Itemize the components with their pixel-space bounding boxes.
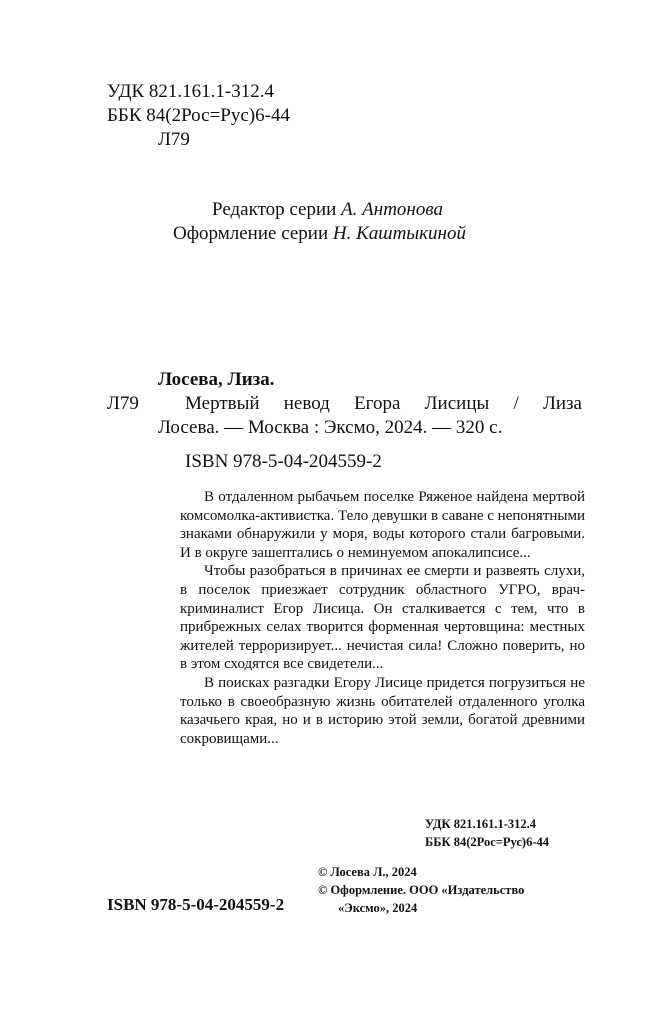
author-mark: Л79 (158, 129, 190, 150)
annotation-paragraph: Чтобы разобраться в причинах ее смерти и развеять слухи, в поселок приезжает сотрудник областного УГРО, врач-криминалист Егор Лисица. Он сталкивается с тем, что в прибрежных селах творится форменная чертовщина: местных жителей терроризирует... нечистая сила! Сложно поверить, но в этом сходятся все свидетели... (180, 563, 585, 673)
series-editor-name: А. Антонова (341, 199, 443, 220)
udk-code-small: УДК 821.161.1-312.4 (425, 817, 536, 831)
series-editor-label: Редактор серии (212, 199, 337, 220)
series-design-label: Оформление серии (173, 223, 329, 244)
bib-isbn: ISBN 978-5-04-204559-2 (185, 451, 382, 472)
series-editor-credit (212, 198, 443, 222)
copyright-design-line2: «Эксмо», 2024 (338, 901, 418, 915)
bib-mark: Л79 (107, 393, 139, 414)
bbk-code-small: ББК 84(2Рос=Рус)6-44 (425, 835, 549, 849)
footer-isbn: ISBN 978-5-04-204559-2 (107, 895, 285, 914)
book-title-line2: Лосева. — Москва : Эксмо, 2024. — 320 с. (158, 417, 503, 438)
series-design-credit (173, 222, 466, 246)
udk-code: УДК 821.161.1-312.4 (107, 81, 274, 102)
bbk-code: ББК 84(2Рос=Рус)6-44 (107, 105, 290, 126)
series-design-name: Н. Каштыкиной (332, 223, 466, 244)
annotation-paragraph: В отдаленном рыбачьем поселке Ряженое найдена мертвой комсомолка-активистка. Тело девушки в саване с непонятными знаками обнаружили у моря, воды которого стали багровыми. И в округе зашептались о неминуемом апокалипсисе... (180, 489, 585, 561)
copyright-design-line1: © Оформление. ООО «Издательство (318, 883, 525, 897)
author-heading: Лосева, Лиза. (158, 369, 275, 390)
annotation-paragraph: В поисках разгадки Егору Лисице придется погрузиться не только в своеобразную жизнь обитателей отдаленного уголка казачьего края, но и в историю этой земли, богатой древними сокровищами... (180, 674, 585, 747)
annotation (180, 488, 585, 748)
copyright-author: © Лосева Л., 2024 (318, 865, 417, 879)
book-title-line1: Мертвый невод Егора Лисицы / Лиза (185, 393, 582, 414)
